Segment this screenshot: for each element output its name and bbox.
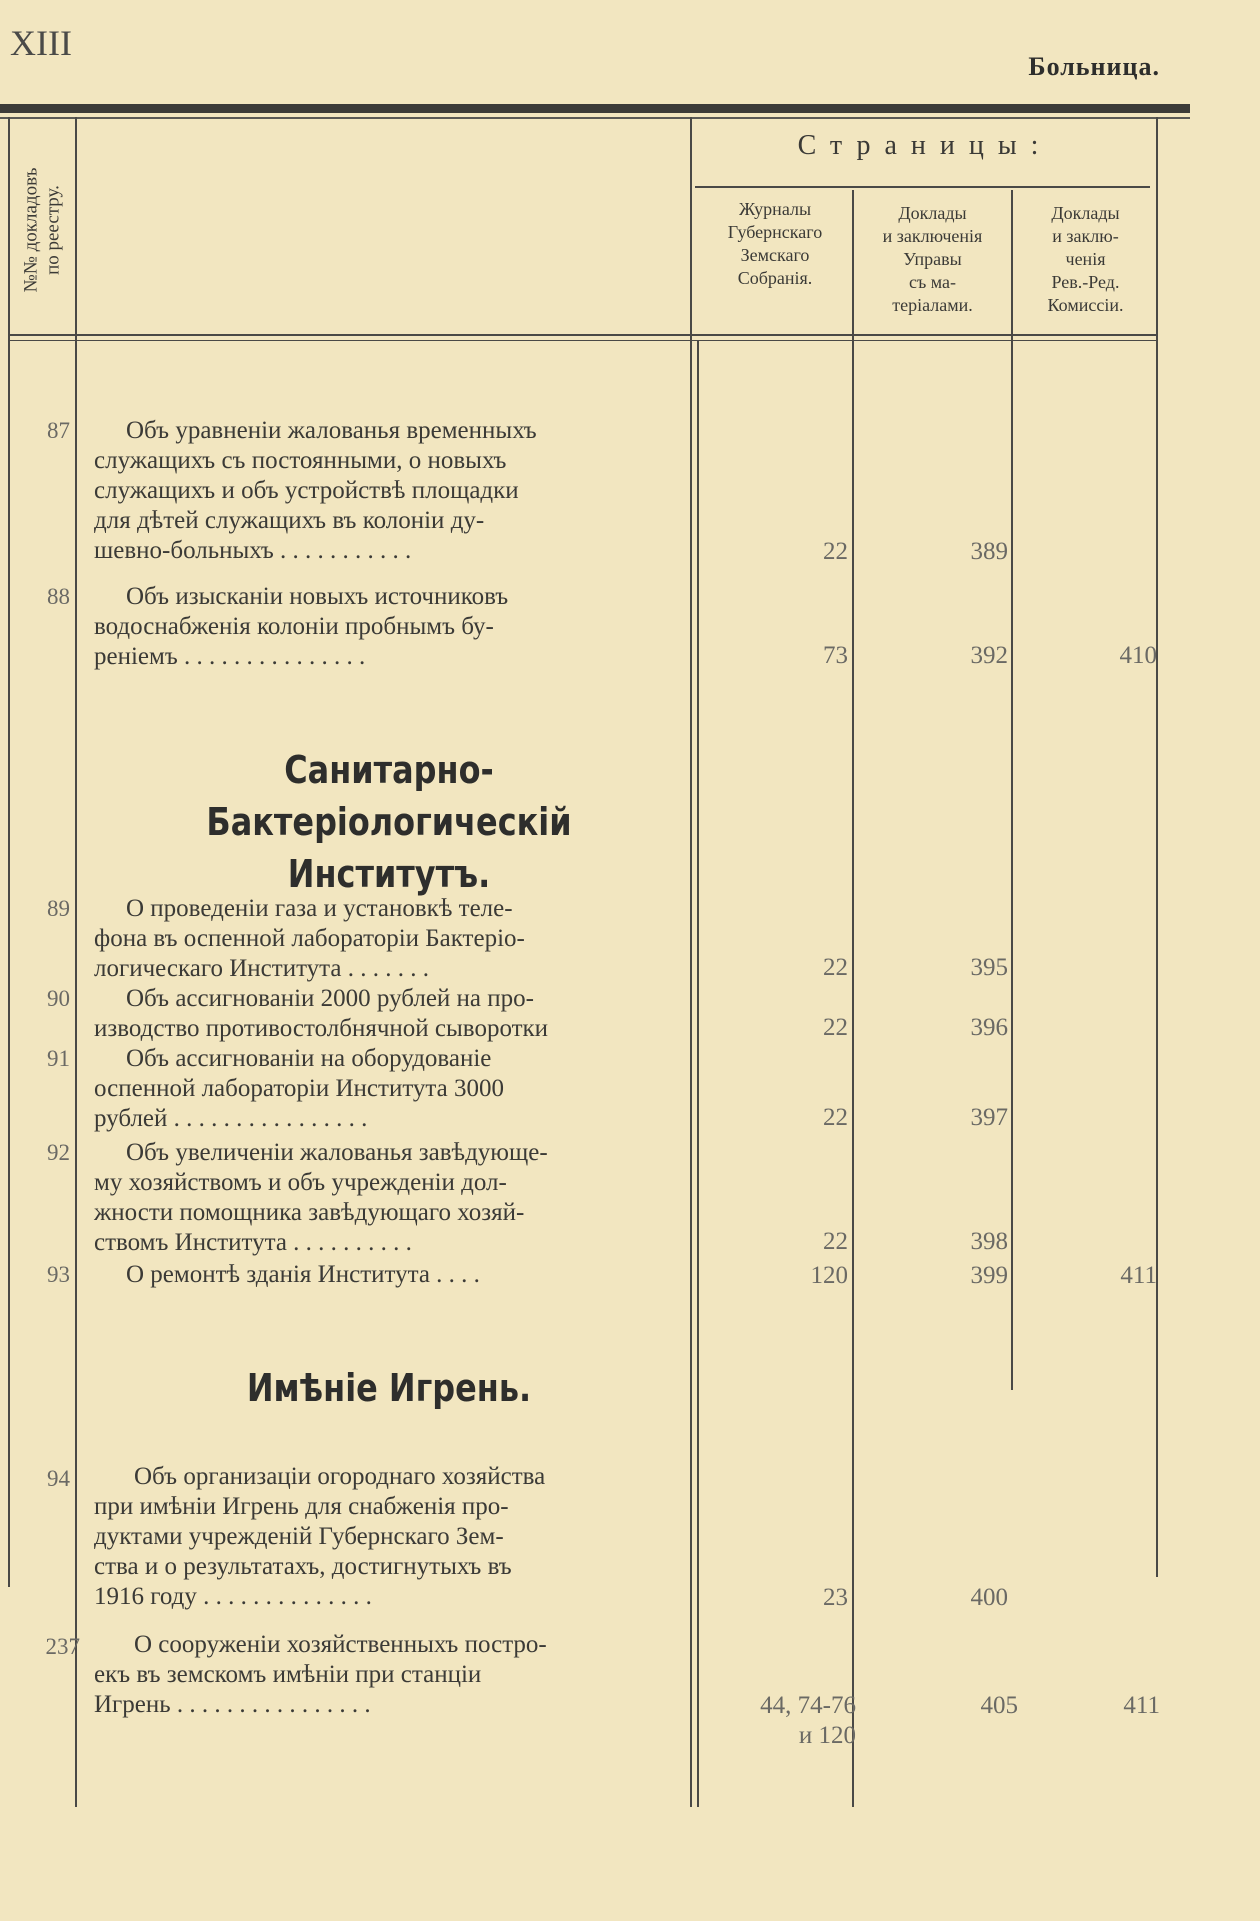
row-number: 92 — [47, 1140, 70, 1165]
entry-line: Объ организаціи огороднаго хозяйства — [134, 1463, 546, 1490]
section-heading-line: Институтъ. — [287, 852, 491, 896]
row-number: 89 — [47, 896, 70, 921]
col-divider-title — [690, 117, 692, 1807]
header-line: съ ма- — [908, 272, 957, 292]
section-heading — [141, 1362, 637, 1414]
entry-line: Объ ассигнованіи на оборудованіе — [126, 1045, 492, 1072]
pages-header: Страницы: — [797, 130, 1053, 161]
entry-line: рублей . . . . . . . . . . . . . . . . — [94, 1105, 368, 1132]
header-line: Комиссіи. — [1047, 295, 1124, 315]
journal-page: 22 — [823, 538, 848, 565]
report-page: 405 — [980, 1692, 1018, 1719]
entry-line: логическаго Института . . . . . . . — [94, 955, 429, 982]
report-page: 396 — [970, 1014, 1008, 1041]
entry-text — [94, 1260, 684, 1290]
journal-page: 73 — [823, 642, 848, 669]
entry-line: жности помощника завѣдующаго хозяй- — [94, 1199, 525, 1226]
header-bottom-rule-2 — [8, 340, 1158, 341]
header-line: Журналы — [738, 199, 812, 219]
entry-text — [94, 1630, 684, 1720]
journal-page: 120 — [810, 1262, 848, 1289]
entry-line: служащихъ и объ устройствѣ площадки — [94, 477, 519, 504]
col-divider-number — [75, 117, 77, 1807]
entry-line: О сооруженіи хозяйственныхъ постро- — [134, 1631, 547, 1658]
column-header-revision — [1013, 202, 1158, 317]
journal-page: 22 — [823, 1014, 848, 1041]
row-number: 237 — [45, 1634, 80, 1659]
report-page: 399 — [970, 1262, 1008, 1289]
entry-line: оспенной лабораторіи Института 3000 — [94, 1075, 504, 1102]
header-line: Земскаго — [740, 245, 810, 265]
table-border-right — [1156, 117, 1158, 1577]
report-page: 398 — [970, 1228, 1008, 1255]
column-header-number — [12, 130, 72, 330]
entry-text — [94, 984, 684, 1044]
header-line: Собранія. — [737, 268, 813, 288]
entry-text — [94, 894, 684, 984]
journal-page: 22 — [823, 954, 848, 981]
entry-line: реніемъ . . . . . . . . . . . . . . . — [94, 643, 366, 670]
page-number: XIII — [10, 23, 72, 63]
top-rule — [0, 104, 1190, 113]
report-page: 395 — [970, 954, 1008, 981]
header-line: и заклю- — [1052, 226, 1119, 246]
entry-text — [94, 416, 684, 566]
column-header-journals — [700, 198, 850, 290]
running-head: Больница. — [1028, 52, 1160, 81]
col-divider-journal — [852, 190, 854, 1807]
entry-text — [94, 1044, 684, 1134]
revision-page: 411 — [1120, 1262, 1157, 1289]
row-number: 91 — [47, 1046, 70, 1071]
entry-line: водоснабженія колоніи пробнымъ бу- — [94, 613, 494, 640]
row-number: 88 — [47, 584, 70, 609]
entry-line: Объ изысканіи новыхъ источниковъ — [126, 583, 509, 610]
entry-line: изводство противостолбнячной сыворотки — [94, 1015, 549, 1042]
row-number: 94 — [47, 1466, 70, 1491]
header-line: и заключенія — [882, 226, 983, 246]
header-line: Губернскаго — [727, 222, 823, 242]
entry-text — [94, 1462, 684, 1612]
journal-page-continued: и 120 — [798, 1722, 856, 1749]
row-number: 87 — [47, 418, 70, 443]
entry-line: фона въ оспенной лабораторіи Бактеріо- — [94, 925, 525, 952]
report-page: 389 — [970, 538, 1008, 565]
section-heading-line: Санитарно-Бактеріологическій — [206, 748, 572, 844]
row-number: 93 — [47, 1262, 70, 1287]
report-page: 400 — [970, 1584, 1008, 1611]
header-line: Рев.-Ред. — [1051, 272, 1120, 292]
journal-page: 22 — [823, 1228, 848, 1255]
entry-line: О ремонтѣ зданія Института . . . . — [126, 1261, 480, 1288]
journal-page: 22 — [823, 1104, 848, 1131]
entry-line: му хозяйствомъ и объ учрежденіи дол- — [94, 1169, 507, 1196]
top-rule-thin — [0, 117, 1190, 119]
entry-line: дуктами учрежденій Губернскаго Зем- — [94, 1523, 504, 1550]
header-bottom-rule — [8, 334, 1158, 336]
pages-subheader-rule — [695, 186, 1150, 188]
revision-page: 410 — [1119, 642, 1157, 669]
journal-page: 44, 74-76 — [760, 1692, 856, 1719]
table-border-left — [8, 117, 10, 1587]
journal-page: 23 — [823, 1584, 848, 1611]
header-line: Доклады — [1051, 203, 1120, 223]
entry-line: Объ ассигнованіи 2000 рублей на про- — [126, 985, 534, 1012]
revision-page: 411 — [1123, 1692, 1160, 1719]
report-page: 392 — [970, 642, 1008, 669]
col-divider-report — [1011, 190, 1013, 1390]
section-heading — [141, 744, 637, 900]
header-line: теріалами. — [892, 295, 973, 315]
section-heading-line: Имѣніе Игрень. — [246, 1366, 532, 1410]
entry-line: 1916 году . . . . . . . . . . . . . . — [94, 1583, 372, 1610]
entry-line: Объ увеличеніи жалованья завѣдующе- — [126, 1139, 548, 1166]
entry-text — [94, 1138, 684, 1258]
report-page: 397 — [970, 1104, 1008, 1131]
col-divider-title-2 — [697, 340, 699, 1807]
column-header-reports — [855, 202, 1010, 317]
entry-line: Объ уравненіи жалованья временныхъ — [126, 417, 537, 444]
entry-line: при имѣніи Игрень для снабженія про- — [94, 1493, 509, 1520]
header-line: Управы — [903, 249, 962, 269]
entry-line: екъ въ земскомъ имѣніи при станціи — [94, 1661, 482, 1688]
entry-line: ствомъ Института . . . . . . . . . . — [94, 1229, 412, 1256]
entry-line: для дѣтей служащихъ въ колоніи ду- — [94, 507, 485, 534]
column-header-number-line: №№ докладовъ — [20, 167, 41, 293]
entry-line: шевно-больныхъ . . . . . . . . . . . — [94, 537, 412, 564]
row-number: 90 — [47, 986, 70, 1011]
entry-line: служащихъ съ постоянными, о новыхъ — [94, 447, 507, 474]
header-line: Доклады — [898, 203, 967, 223]
entry-text — [94, 582, 684, 672]
entry-line: О проведеніи газа и установкѣ теле- — [126, 895, 513, 922]
column-header-number-line: по реестру. — [42, 185, 63, 275]
entry-line: ства и о результатахъ, достигнутыхъ въ — [94, 1553, 512, 1580]
header-line: ченія — [1065, 249, 1106, 269]
entry-line: Игрень . . . . . . . . . . . . . . . . — [94, 1691, 371, 1718]
